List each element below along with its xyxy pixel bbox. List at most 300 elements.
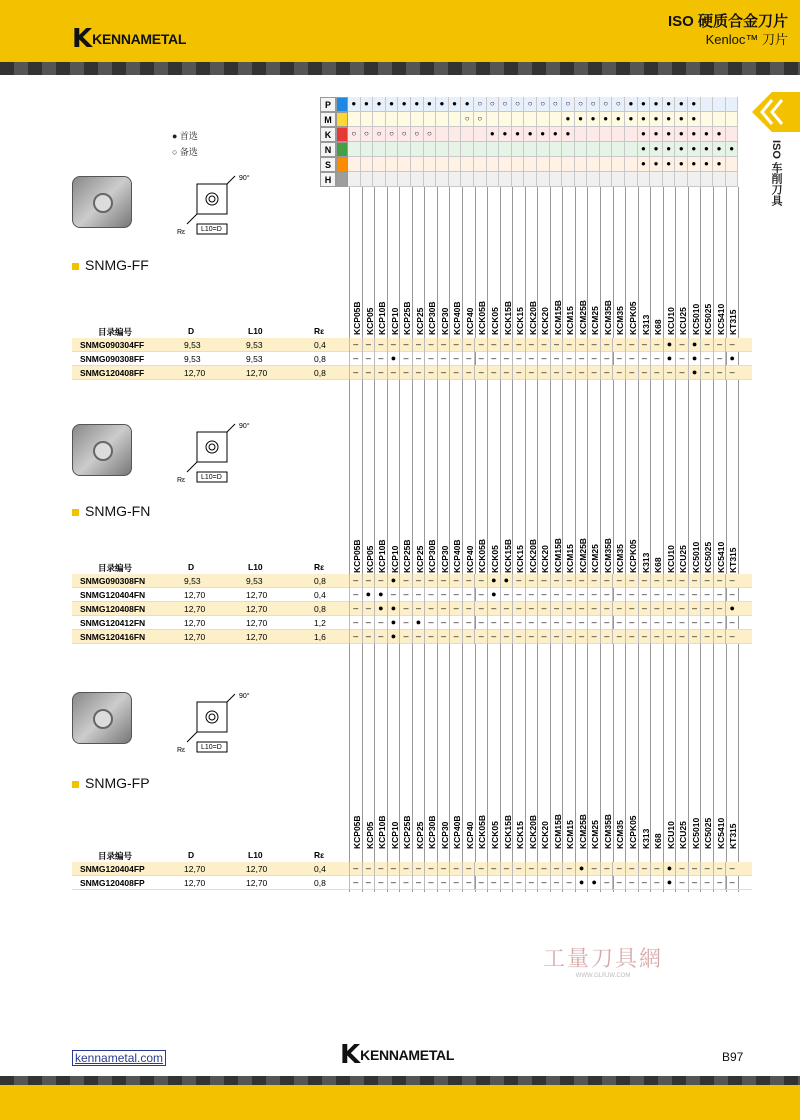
grade-label: K313	[640, 314, 651, 335]
grade-label: KCP05B	[352, 539, 362, 573]
cell-l10: 9,53	[246, 340, 263, 350]
cell-d: 12,70	[184, 590, 206, 600]
material-cell: ●	[562, 127, 575, 142]
grade-cell: –	[525, 602, 538, 616]
material-cell	[361, 172, 374, 187]
cell-d: 12,70	[184, 368, 206, 378]
grade-cell: –	[638, 630, 651, 644]
grade-cell: –	[713, 338, 726, 352]
grade-cell: –	[424, 602, 437, 616]
grade-cell: –	[487, 366, 500, 380]
grade-cell: –	[462, 862, 475, 876]
grade-cell: –	[700, 588, 713, 602]
grade-label: KCP10B	[377, 539, 388, 573]
table-row	[72, 862, 752, 876]
material-cell: ○	[461, 112, 474, 127]
material-row-H	[320, 172, 738, 187]
material-cell: ●	[524, 127, 537, 142]
radius-label: Rε	[177, 229, 186, 236]
grade-cell: –	[713, 616, 726, 630]
grade-cell: –	[537, 338, 550, 352]
grade-cell: –	[625, 876, 638, 890]
table-header	[72, 562, 752, 574]
material-cell: ●	[663, 127, 676, 142]
grade-cell: –	[525, 876, 538, 890]
material-cell	[675, 172, 688, 187]
material-cell	[562, 157, 575, 172]
grade-cell: –	[600, 338, 613, 352]
grade-label: KC5010	[690, 817, 701, 849]
grade-cell: –	[700, 602, 713, 616]
material-cell	[550, 142, 563, 157]
material-cell	[424, 172, 437, 187]
grade-cell: –	[612, 338, 625, 352]
grade-cell: –	[650, 862, 663, 876]
grade-label: KCU25	[678, 545, 689, 573]
grade-cell: –	[700, 630, 713, 644]
grade-label: K68	[653, 833, 664, 849]
material-cell: ●	[650, 97, 663, 112]
cell-l10: 12,70	[246, 618, 268, 628]
material-cell: ●	[612, 112, 625, 127]
grade-cell: –	[437, 630, 450, 644]
material-cell	[411, 142, 424, 157]
material-cell	[600, 172, 613, 187]
grade-cell: –	[362, 630, 375, 644]
grade-cell: –	[412, 352, 425, 366]
material-code: K	[320, 127, 336, 142]
cell-d: 12,70	[184, 618, 206, 628]
grade-label: KCP40B	[452, 539, 463, 573]
material-cell: ●	[688, 142, 701, 157]
grade-cell: ●	[725, 352, 738, 366]
material-cell	[373, 142, 386, 157]
material-cell	[373, 172, 386, 187]
material-cell	[348, 172, 361, 187]
material-color-swatch	[336, 127, 348, 142]
grade-cell: –	[449, 862, 462, 876]
material-cell	[386, 112, 399, 127]
table-row	[72, 338, 752, 352]
grade-cell: –	[663, 588, 676, 602]
grade-cell: –	[512, 574, 525, 588]
material-cell: ○	[612, 97, 625, 112]
material-cell	[348, 157, 361, 172]
grade-cell: –	[688, 862, 701, 876]
material-cell: ●	[361, 97, 374, 112]
grade-cell: ●	[487, 588, 500, 602]
grade-cell: –	[474, 630, 487, 644]
material-cell	[600, 142, 613, 157]
grade-cell: –	[374, 338, 387, 352]
dim-label: L10=D	[201, 226, 222, 233]
grade-cell: –	[562, 338, 575, 352]
grade-cell: –	[612, 366, 625, 380]
grade-cell: –	[650, 574, 663, 588]
material-cell: ○	[524, 97, 537, 112]
material-code: M	[320, 112, 336, 127]
material-cell: ●	[499, 127, 512, 142]
grade-label: KCM35B	[602, 300, 613, 335]
grade-cell: –	[663, 616, 676, 630]
material-cell: ●	[638, 142, 651, 157]
material-cell: ○	[361, 127, 374, 142]
grade-cell: –	[600, 352, 613, 366]
grade-label: KCP25	[414, 545, 425, 573]
grade-cell: –	[399, 352, 412, 366]
cell-d: 12,70	[184, 864, 206, 874]
material-cell	[625, 127, 638, 142]
material-cell	[612, 142, 625, 157]
material-cell	[612, 172, 625, 187]
material-cell	[701, 97, 714, 112]
legend-alternate: ○ 备选	[172, 147, 198, 157]
grade-cell: –	[362, 352, 375, 366]
grade-cell: –	[437, 338, 450, 352]
grade-cell: –	[663, 630, 676, 644]
material-cell	[524, 112, 537, 127]
grade-cell: –	[399, 366, 412, 380]
cell-d: 12,70	[184, 604, 206, 614]
grade-cell: –	[500, 630, 513, 644]
material-cell	[524, 172, 537, 187]
grade-cell: –	[550, 602, 563, 616]
cell-l10: 12,70	[246, 604, 268, 614]
grid-line	[738, 187, 739, 892]
grade-cell: ●	[374, 588, 387, 602]
material-cell: ○	[512, 97, 525, 112]
grade-label: KC5410	[715, 817, 726, 849]
grade-label: KCP10B	[377, 301, 388, 335]
material-color-swatch	[336, 142, 348, 157]
material-cell: ○	[575, 97, 588, 112]
radius-label: Rε	[177, 477, 186, 484]
grade-cell: –	[462, 352, 475, 366]
cell-code: SNMG090304FF	[80, 340, 145, 350]
material-cell: ●	[625, 97, 638, 112]
material-cell: ●	[726, 142, 739, 157]
grade-cell: –	[700, 876, 713, 890]
material-cell	[726, 127, 739, 142]
grade-cell: –	[612, 602, 625, 616]
material-cell	[436, 127, 449, 142]
grade-cell: –	[600, 876, 613, 890]
grade-cell: –	[462, 338, 475, 352]
grade-cell: –	[550, 366, 563, 380]
grade-cell: –	[437, 352, 450, 366]
material-cell: ●	[663, 157, 676, 172]
grade-cell: –	[675, 352, 688, 366]
table-row	[72, 574, 752, 588]
section-title-fp: SNMG-FP	[72, 775, 150, 791]
grade-cell: –	[600, 862, 613, 876]
grade-cell: –	[688, 602, 701, 616]
grade-label: KCU25	[678, 821, 689, 849]
material-row-M	[320, 112, 738, 127]
grade-cell: –	[713, 352, 726, 366]
material-cell: ○	[411, 127, 424, 142]
material-cell: ●	[436, 97, 449, 112]
grade-label: KCK15B	[502, 300, 513, 335]
grade-cell: –	[688, 630, 701, 644]
grade-label: KC5025	[703, 817, 714, 849]
grade-cell: –	[663, 366, 676, 380]
grade-label: KCM25B	[577, 814, 588, 849]
grade-cell: –	[462, 574, 475, 588]
material-cell	[361, 157, 374, 172]
cell-re: 0,8	[314, 576, 326, 586]
material-cell	[663, 172, 676, 187]
material-cell: ●	[713, 142, 726, 157]
table-row	[72, 588, 752, 602]
grade-cell: –	[449, 352, 462, 366]
grade-cell: –	[374, 862, 387, 876]
grade-label: KCK20	[540, 821, 551, 849]
grade-label: KCP40B	[452, 301, 463, 335]
table-row	[72, 616, 752, 630]
grade-cell: –	[437, 574, 450, 588]
grade-label: KCM15B	[552, 814, 563, 849]
material-cell	[524, 142, 537, 157]
material-cell	[550, 157, 563, 172]
grade-cell: –	[399, 602, 412, 616]
grade-cell: –	[449, 588, 462, 602]
cell-code: SNMG120408FF	[80, 368, 145, 378]
material-cell	[398, 157, 411, 172]
grade-cell: –	[562, 630, 575, 644]
grade-label: KCP05B	[352, 815, 362, 849]
section-title-fn: SNMG-FN	[72, 503, 150, 519]
material-cell: ●	[675, 127, 688, 142]
grade-label: KCM35	[615, 306, 626, 335]
material-cell: ○	[386, 127, 399, 142]
grade-cell: –	[575, 588, 588, 602]
grade-cell: –	[725, 862, 738, 876]
insert-schematic-fp	[175, 690, 285, 760]
grade-cell: –	[349, 876, 362, 890]
legend-preferred: ● 首选	[172, 131, 198, 141]
grade-cell: ●	[362, 588, 375, 602]
grade-label: KCM35B	[602, 814, 613, 849]
grade-cell: –	[462, 366, 475, 380]
material-cell: ●	[424, 97, 437, 112]
grade-cell: –	[612, 876, 625, 890]
grade-cell: ●	[663, 338, 676, 352]
material-cell: ○	[499, 97, 512, 112]
grade-cell: –	[650, 588, 663, 602]
material-cell	[550, 112, 563, 127]
grade-cell: –	[612, 616, 625, 630]
material-cell	[487, 157, 500, 172]
grade-label: KCK05	[490, 821, 501, 849]
grade-cell: –	[713, 588, 726, 602]
cell-re: 0,8	[314, 878, 326, 888]
grade-cell: –	[449, 630, 462, 644]
material-cell	[386, 157, 399, 172]
grade-label: KCU10	[665, 545, 676, 573]
grade-label: KCP30	[439, 821, 450, 849]
grade-cell: –	[550, 616, 563, 630]
material-cell: ●	[638, 112, 651, 127]
material-cell	[461, 172, 474, 187]
grade-cell: –	[437, 616, 450, 630]
material-code: S	[320, 157, 336, 172]
grade-cell: –	[399, 588, 412, 602]
grade-cell: ●	[387, 602, 400, 616]
material-cell: ●	[650, 157, 663, 172]
material-cell	[726, 97, 739, 112]
grade-cell: –	[462, 588, 475, 602]
grade-label: KCK20B	[527, 814, 538, 849]
grade-cell: –	[587, 366, 600, 380]
material-cell	[575, 127, 588, 142]
cell-re: 0,8	[314, 368, 326, 378]
grade-label: KCM25	[590, 544, 601, 573]
cell-l10: 12,70	[246, 632, 268, 642]
table-header	[72, 326, 752, 338]
grade-cell: –	[562, 862, 575, 876]
material-cell	[398, 112, 411, 127]
material-cell	[512, 157, 525, 172]
grade-label: KC5025	[703, 541, 714, 573]
material-cell	[638, 172, 651, 187]
material-cell	[411, 172, 424, 187]
grade-cell: –	[374, 574, 387, 588]
insert-schematic-ff	[175, 172, 285, 242]
grade-cell: –	[725, 338, 738, 352]
grade-cell: –	[487, 616, 500, 630]
grade-cell: ●	[688, 366, 701, 380]
grade-cell: –	[424, 630, 437, 644]
grade-cell: –	[725, 588, 738, 602]
grade-label: KCM15B	[552, 300, 563, 335]
material-cell	[449, 127, 462, 142]
grade-cell: –	[500, 366, 513, 380]
material-cell	[461, 127, 474, 142]
grade-cell: –	[462, 630, 475, 644]
material-cell: ○	[562, 97, 575, 112]
cell-code: SNMG120412FN	[80, 618, 146, 628]
header-l10: L10	[248, 850, 263, 860]
grade-cell: –	[550, 352, 563, 366]
material-cell: ●	[650, 112, 663, 127]
grade-cell: –	[675, 588, 688, 602]
grade-cell: –	[650, 338, 663, 352]
grade-cell: –	[713, 876, 726, 890]
grade-label: KC5010	[690, 303, 701, 335]
grade-cell: –	[412, 588, 425, 602]
grade-cell: –	[437, 876, 450, 890]
grade-cell: –	[412, 366, 425, 380]
material-cell	[461, 142, 474, 157]
material-cell	[537, 142, 550, 157]
grade-cell: –	[600, 616, 613, 630]
material-cell: ●	[688, 127, 701, 142]
grade-cell: –	[512, 366, 525, 380]
grade-cell: –	[600, 574, 613, 588]
material-cell	[424, 142, 437, 157]
grade-cell: –	[525, 338, 538, 352]
material-cell: ●	[650, 142, 663, 157]
grade-label: KCP30B	[427, 539, 438, 573]
material-cell: ●	[701, 157, 714, 172]
material-cell: ●	[663, 112, 676, 127]
material-cell: ●	[675, 142, 688, 157]
footer-website-link[interactable]: kennametal.com	[72, 1050, 166, 1066]
grade-label: K68	[653, 557, 664, 573]
grade-cell: –	[349, 602, 362, 616]
grade-label: KCM25	[590, 306, 601, 335]
material-cell	[587, 142, 600, 157]
grade-cell: –	[575, 602, 588, 616]
material-cell: ●	[675, 157, 688, 172]
material-cell: ●	[688, 97, 701, 112]
grade-cell: –	[587, 352, 600, 366]
header-d: D	[188, 326, 195, 336]
cell-d: 9,53	[184, 576, 201, 586]
grade-cell: –	[650, 366, 663, 380]
grade-cell: –	[437, 366, 450, 380]
material-cell: ●	[386, 97, 399, 112]
grade-cell: –	[537, 630, 550, 644]
header-re: Rε	[314, 850, 325, 860]
material-cell: ●	[562, 112, 575, 127]
angle-label: 90°	[239, 693, 250, 700]
header-stripe	[0, 62, 800, 75]
grade-cell: –	[688, 876, 701, 890]
cell-code: SNMG120408FP	[80, 878, 145, 888]
material-cell	[398, 172, 411, 187]
cell-re: 0,4	[314, 590, 326, 600]
grade-cell: –	[437, 862, 450, 876]
material-cell	[411, 112, 424, 127]
grade-cell: –	[587, 588, 600, 602]
table-row	[72, 630, 752, 644]
cell-l10: 12,70	[246, 590, 268, 600]
grade-label: KCU25	[678, 307, 689, 335]
grade-cell: –	[349, 862, 362, 876]
grade-cell: –	[349, 352, 362, 366]
header-d: D	[188, 562, 195, 572]
grade-cell: ●	[663, 876, 676, 890]
footer-stripe	[0, 1076, 800, 1085]
angle-label: 90°	[239, 175, 250, 182]
grade-cell: –	[663, 602, 676, 616]
grade-cell: –	[612, 588, 625, 602]
material-cell	[348, 142, 361, 157]
material-cell	[449, 142, 462, 157]
grade-cell: –	[625, 588, 638, 602]
grade-cell: –	[525, 616, 538, 630]
grade-cell: –	[675, 602, 688, 616]
side-section-label: ISO 车削刀具	[770, 140, 782, 207]
material-cell	[499, 172, 512, 187]
grade-cell: –	[449, 876, 462, 890]
grade-cell: –	[399, 630, 412, 644]
material-cell	[512, 172, 525, 187]
grade-label: KCU10	[665, 821, 676, 849]
page-title: ISO 硬质合金刀片	[667, 13, 788, 30]
grade-cell: –	[412, 876, 425, 890]
grade-cell: –	[399, 616, 412, 630]
grade-cell: –	[399, 876, 412, 890]
grade-cell: –	[700, 616, 713, 630]
grade-cell: –	[349, 366, 362, 380]
grade-cell: –	[612, 862, 625, 876]
grade-label: KCK05	[490, 545, 501, 573]
grade-label: KCP10	[389, 545, 400, 573]
grade-cell: –	[512, 616, 525, 630]
